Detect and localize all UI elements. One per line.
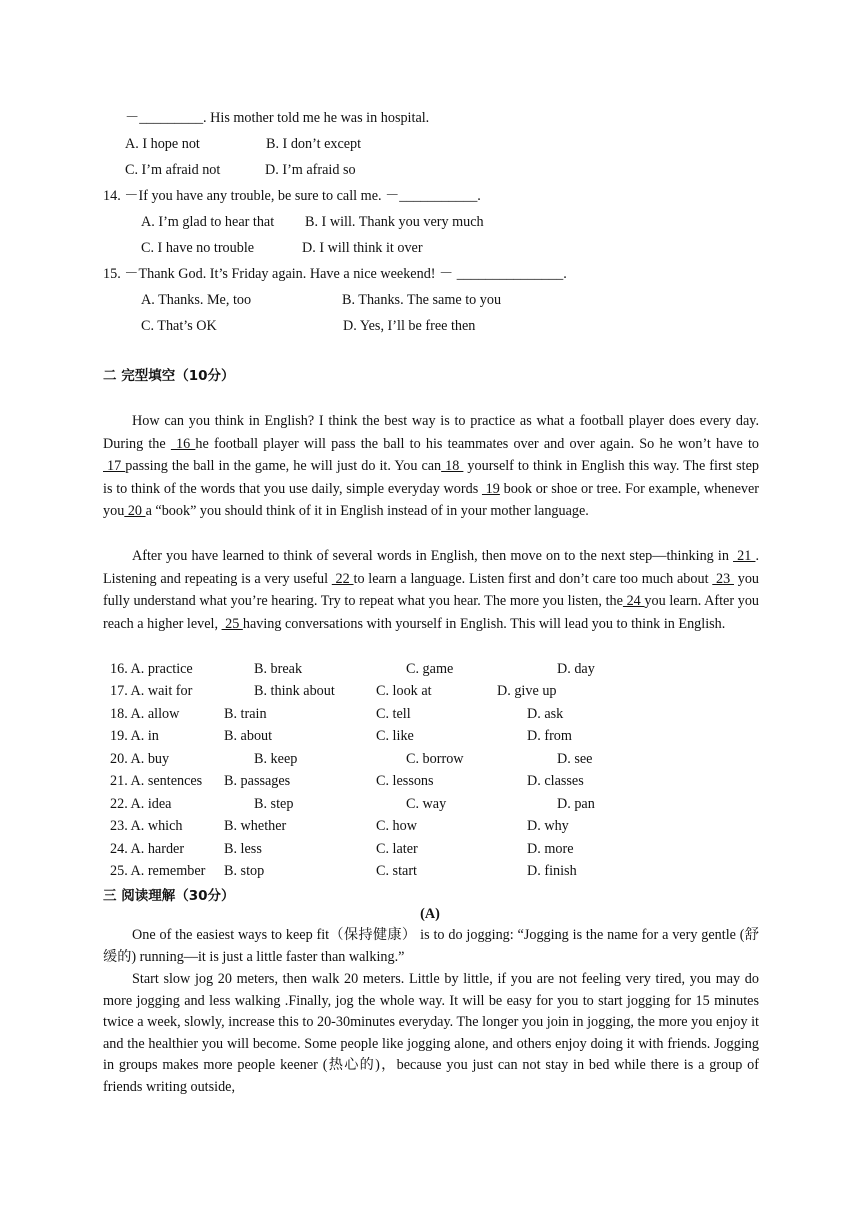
section-3-title: 三 阅读理解（30分） [103,888,235,904]
q13-option-d: D. I’m afraid so [265,162,356,178]
blank-21: 21 [733,548,756,564]
blank-25: 25 [221,615,243,632]
option-18-c: C. tell [376,706,411,722]
passage-label: (A) [420,906,440,922]
blank-18: 18 [441,458,464,475]
text: How can you think in English? I think the best way is to practice as what a football player does every day. During the [103,413,759,452]
q13-blank: _________ [139,110,204,126]
q14-option-c: C. I have no trouble [141,240,255,256]
option-22-c: C. way [406,796,447,812]
text: . Listening and repeating is a very useful [103,548,759,587]
q15-option-d: D. Yes, I’ll be free then [343,318,476,334]
q13-option-b: B. I don’t except [266,136,362,152]
option-23-a: 23. A. which [110,818,183,834]
blank-17: 17 [103,458,126,475]
text: having conversations with yourself in English. This will lead you to think in English. [242,615,726,632]
option-18-d: D. ask [527,706,564,722]
option-22-d: D. pan [557,796,595,812]
option-23-d: D. why [527,818,569,834]
option-24-c: C. later [376,841,418,857]
option-17-c: C. look at [376,683,432,699]
text: passing the ball in the game, he will just do it. You can [125,458,442,475]
q14-option-a: A. I’m glad to hear that [141,214,275,230]
q15-option-c: C. That’s OK [141,318,217,334]
q15-stem: 15. －Thank God. It’s Friday again. Have a nice weekend! － _______________. [103,266,567,282]
option-25-b: B. stop [224,863,265,879]
option-17-b: B. think about [254,683,335,699]
option-25-d: D. finish [527,863,577,879]
option-16-a: 16. A. practice [110,661,193,677]
option-17-d: D. give up [497,683,557,699]
option-20-a: 20. A. buy [110,751,170,767]
blank-19: 19 [481,480,500,497]
blank-20: 20 [124,503,146,520]
option-21-b: B. passages [224,773,291,789]
q13-option-c: C. I’m afraid not [125,162,221,178]
option-18-b: B. train [224,706,267,722]
option-21-d: D. classes [527,773,584,789]
q14-option-d: D. I will think it over [302,240,423,256]
cloze-paragraph-2 [103,545,759,635]
option-16-b: B. break [254,661,303,677]
option-21-a: 21. A. sentences [110,773,203,789]
option-16-d: D. day [557,661,595,677]
option-22-a: 22. A. idea [110,796,172,812]
option-19-a: 19. A. in [110,728,159,744]
text: After you have learned to think of several words in English, then move on to the next step—thinking in [132,548,734,564]
option-19-c: C. like [376,728,414,744]
text: to learn a language. Listen first and don’t care too much about [353,570,713,587]
text: he football player will pass the ball to his teammates over and over again. So he won’t have to [195,435,760,452]
option-24-d: D. more [527,841,574,857]
blank-23: 23 [712,570,734,587]
option-23-b: B. whether [224,818,287,834]
q13-text: . His mother told me he was in hospital. [203,110,430,126]
q15-option-b: B. Thanks. The same to you [342,292,502,308]
q13-dash: － [125,110,140,126]
text: you fully understand what you’re hearing. Try to repeat what you hear. The more you listen, the [103,570,760,610]
q13-stem [125,109,429,127]
reading-paragraph-2: Start slow jog 20 meters, then walk 20 meters. Little by little, if you are not feeling very tired, you may do more jogging and less walking .Finally, jog the whole way. It will be easy for you to start jogging for 15 minutes twice a week, slowly, increase this to 20-30minutes everyday. The longer you join in jogging, the more you enjoy it and the healthier you will become. Some people like jogging alone, and others enjoy doing it with friends. Jogging in groups makes more people keener (热心的)，because you just can not stay in bed while there is a group of friends writing outside, [103,971,759,1095]
cloze-paragraph-1 [103,410,759,523]
option-18-a: 18. A. allow [110,706,180,722]
option-20-b: B. keep [254,751,298,767]
section-2-title: 二 完型填空（10分） [103,368,235,384]
blank-22: 22 [331,570,354,587]
text: yourself to think in English this way. The first step is to think of the words that you use daily, simple everyday words [103,458,760,497]
option-24-a: 24. A. harder [110,841,185,857]
reading-paragraph-1: One of the easiest ways to keep fit（保持健康） is to do jogging: “Jogging is the name for a very gentle (舒缓的) running—it is just a little faster than walking.” [103,927,759,965]
option-23-c: C. how [376,818,417,834]
option-20-d: D. see [557,751,593,767]
option-25-a: 25. A. remember [110,863,206,879]
text: you learn. After you reach a higher level, [103,593,760,632]
q14-stem: 14. －If you have any trouble, be sure to call me. －___________. [103,188,481,204]
option-22-b: B. step [254,796,294,812]
blank-24: 24 [622,593,645,610]
option-19-d: D. from [527,728,572,744]
text: a “book” you should think of it in English instead of in your mother language. [145,503,589,520]
q15-option-a: A. Thanks. Me, too [141,292,252,308]
text: book or shoe or tree. For example, whenever you [103,480,759,520]
option-20-c: C. borrow [406,751,464,767]
option-24-b: B. less [224,841,262,857]
q14-option-b: B. I will. Thank you very much [305,214,484,230]
q13-option-a: A. I hope not [125,136,200,152]
option-19-b: B. about [224,728,273,744]
option-16-c: C. game [406,661,454,677]
option-17-a: 17. A. wait for [110,683,193,699]
blank-16: 16 [170,435,196,452]
option-21-c: C. lessons [376,773,434,789]
option-25-c: C. start [376,863,417,879]
